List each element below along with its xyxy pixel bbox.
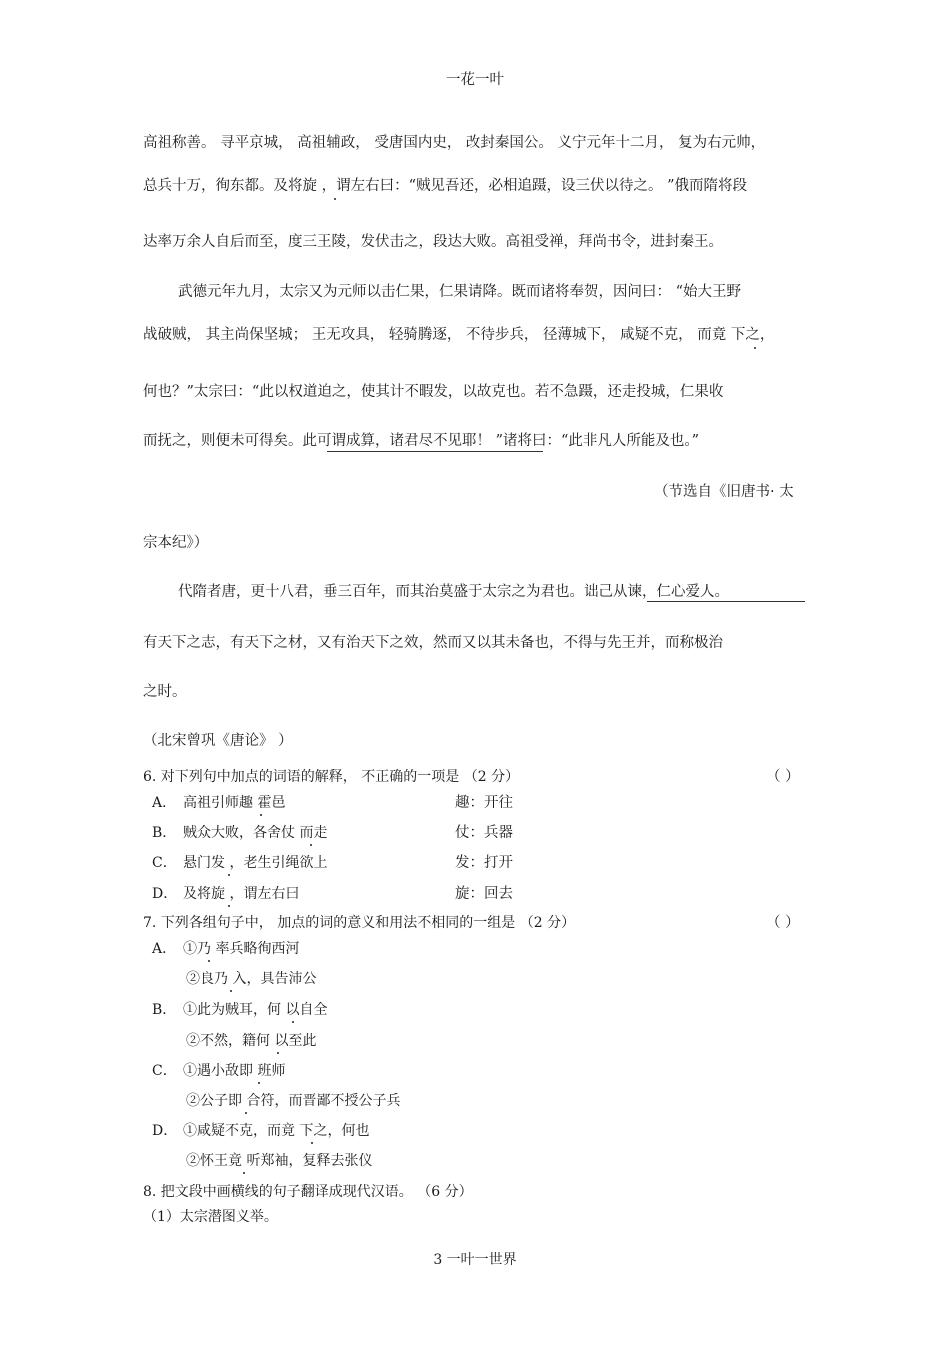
source-note: 宗本纪》） — [143, 535, 209, 551]
emphasis-dot — [228, 874, 230, 876]
emphasis-dot — [334, 198, 336, 200]
passage-line: 武德元年九月，太宗又为元师以击仁果，仁果请降。既而诸将奉贺，因问曰： “始大王野 — [178, 284, 742, 300]
q7-item-label: A． — [152, 941, 177, 957]
passage-line: 战破贼， 其主尚保坚城； 王无攻具， 轻骑腾逐， 不待步兵， 径薄城下， 咸疑不克， 而竟 下之， — [143, 327, 775, 343]
q6-option-gloss: 仗：兵器 — [455, 825, 513, 841]
q6-option-label: C． — [152, 855, 177, 871]
q8-stem: 8. 把文段中画横线的句子翻译成现代汉语。 （6 分） — [143, 1184, 473, 1200]
passage-line: 有天下之志，有天下之材，又有治天下之效，然而又以其未备也，不得与先王并，而称极治 — [143, 635, 723, 651]
emphasis-dot — [310, 844, 312, 846]
passage-line: 而抚之，则便未可得矣。此可谓成算，诸君尽不见耶！ ”诸将曰：“此非凡人所能及也。” — [143, 433, 700, 449]
page-header: 一花一叶 — [446, 72, 504, 88]
emphasis-dot — [243, 1172, 245, 1174]
emphasis-dot — [277, 1052, 279, 1054]
q7-stem: 7. 下列各组句子中， 加点的词的意义和用法不相同的一组是 （2 分） — [143, 915, 576, 931]
q6-option-text: 高祖引师趣 霍邑 — [183, 795, 286, 811]
q7-item-a: ①遇小敌即 班师 — [183, 1063, 286, 1079]
translation-underline — [647, 601, 805, 602]
passage-line: 达率万余人自后而至，度三王陵，发伏击之，段达大败。高祖受禅，拜尚书令，进封秦王。 — [143, 234, 723, 250]
q6-option-text: 贼众大败，各舍仗 而走 — [183, 825, 328, 841]
translation-underline — [327, 451, 543, 452]
emphasis-dot — [230, 990, 232, 992]
q6-option-label: A． — [152, 795, 177, 811]
emphasis-dot — [258, 1082, 260, 1084]
page-footer: 3 一叶一世界 — [433, 1252, 517, 1268]
emphasis-dot — [245, 1112, 247, 1114]
q7-item-label: B． — [152, 1002, 177, 1018]
passage-line: 高祖称善。 寻平京城， 高祖辅政， 受唐国内史， 改封秦国公。 义宁元年十二月， 复为右元帅， — [143, 135, 766, 151]
q7-item-b: ②怀王竟 听郑袖，复释去张仪 — [186, 1153, 373, 1169]
q6-option-gloss: 发：打开 — [455, 855, 513, 871]
q6-option-text: 及将旋 ，谓左右曰 — [183, 886, 300, 902]
emphasis-dot — [754, 347, 756, 349]
source-note: （节选自《旧唐书· 太 — [654, 484, 794, 500]
passage-line: 之时。 — [143, 684, 187, 700]
q7-item-label: D． — [152, 1123, 178, 1139]
q8-sub1: （1）太宗潜图义举。 — [143, 1209, 278, 1225]
q6-stem: 6. 对下列句中加点的词语的解释， 不正确的一项是 （2 分） — [143, 769, 520, 785]
answer-paren: （ ） — [766, 915, 800, 931]
source-note: （北宋曾巩《唐论》 ） — [143, 733, 293, 749]
emphasis-dot — [311, 1142, 313, 1144]
passage-line: 代隋者唐，更十八君，垂三百年，而其治莫盛于太宗之为君也。诎己从谏，仁心爱人。 — [178, 584, 729, 600]
q7-item-b: ②良乃 入，具告沛公 — [186, 971, 317, 987]
emphasis-dot — [260, 814, 262, 816]
q6-option-text: 悬门发 ，老生引绳欲上 — [183, 855, 328, 871]
passage-line: 总兵十万，徇东都。及将旋 ，谓左右曰：“贼见吾还，必相追蹑，设三伏以待之。 ”俄而隋将段 — [143, 178, 748, 194]
emphasis-dot — [208, 960, 210, 962]
q6-option-gloss: 旋：回去 — [455, 886, 513, 902]
q6-option-gloss: 趣：开往 — [455, 795, 513, 811]
q6-option-label: B． — [152, 825, 177, 841]
emphasis-dot — [292, 1021, 294, 1023]
q7-item-label: C． — [152, 1063, 177, 1079]
emphasis-dot — [228, 905, 230, 907]
passage-line: 何也？”太宗曰：“此以权道迫之，使其计不暇发，以故克也。若不急蹑，还走投城，仁果收 — [143, 384, 724, 400]
q7-item-b: ②公子即 合符，而晋鄙不授公子兵 — [186, 1093, 401, 1109]
q6-option-label: D． — [152, 886, 178, 902]
answer-paren: （ ） — [766, 769, 800, 785]
q7-item-a: ①此为贼耳，何 以自全 — [183, 1002, 328, 1018]
q7-item-a: ①咸疑不克，而竟 下之，何也 — [183, 1123, 370, 1139]
q7-item-b: ②不然，籍何 以至此 — [186, 1033, 317, 1049]
q7-item-a: ①乃 率兵略徇西河 — [183, 941, 300, 957]
